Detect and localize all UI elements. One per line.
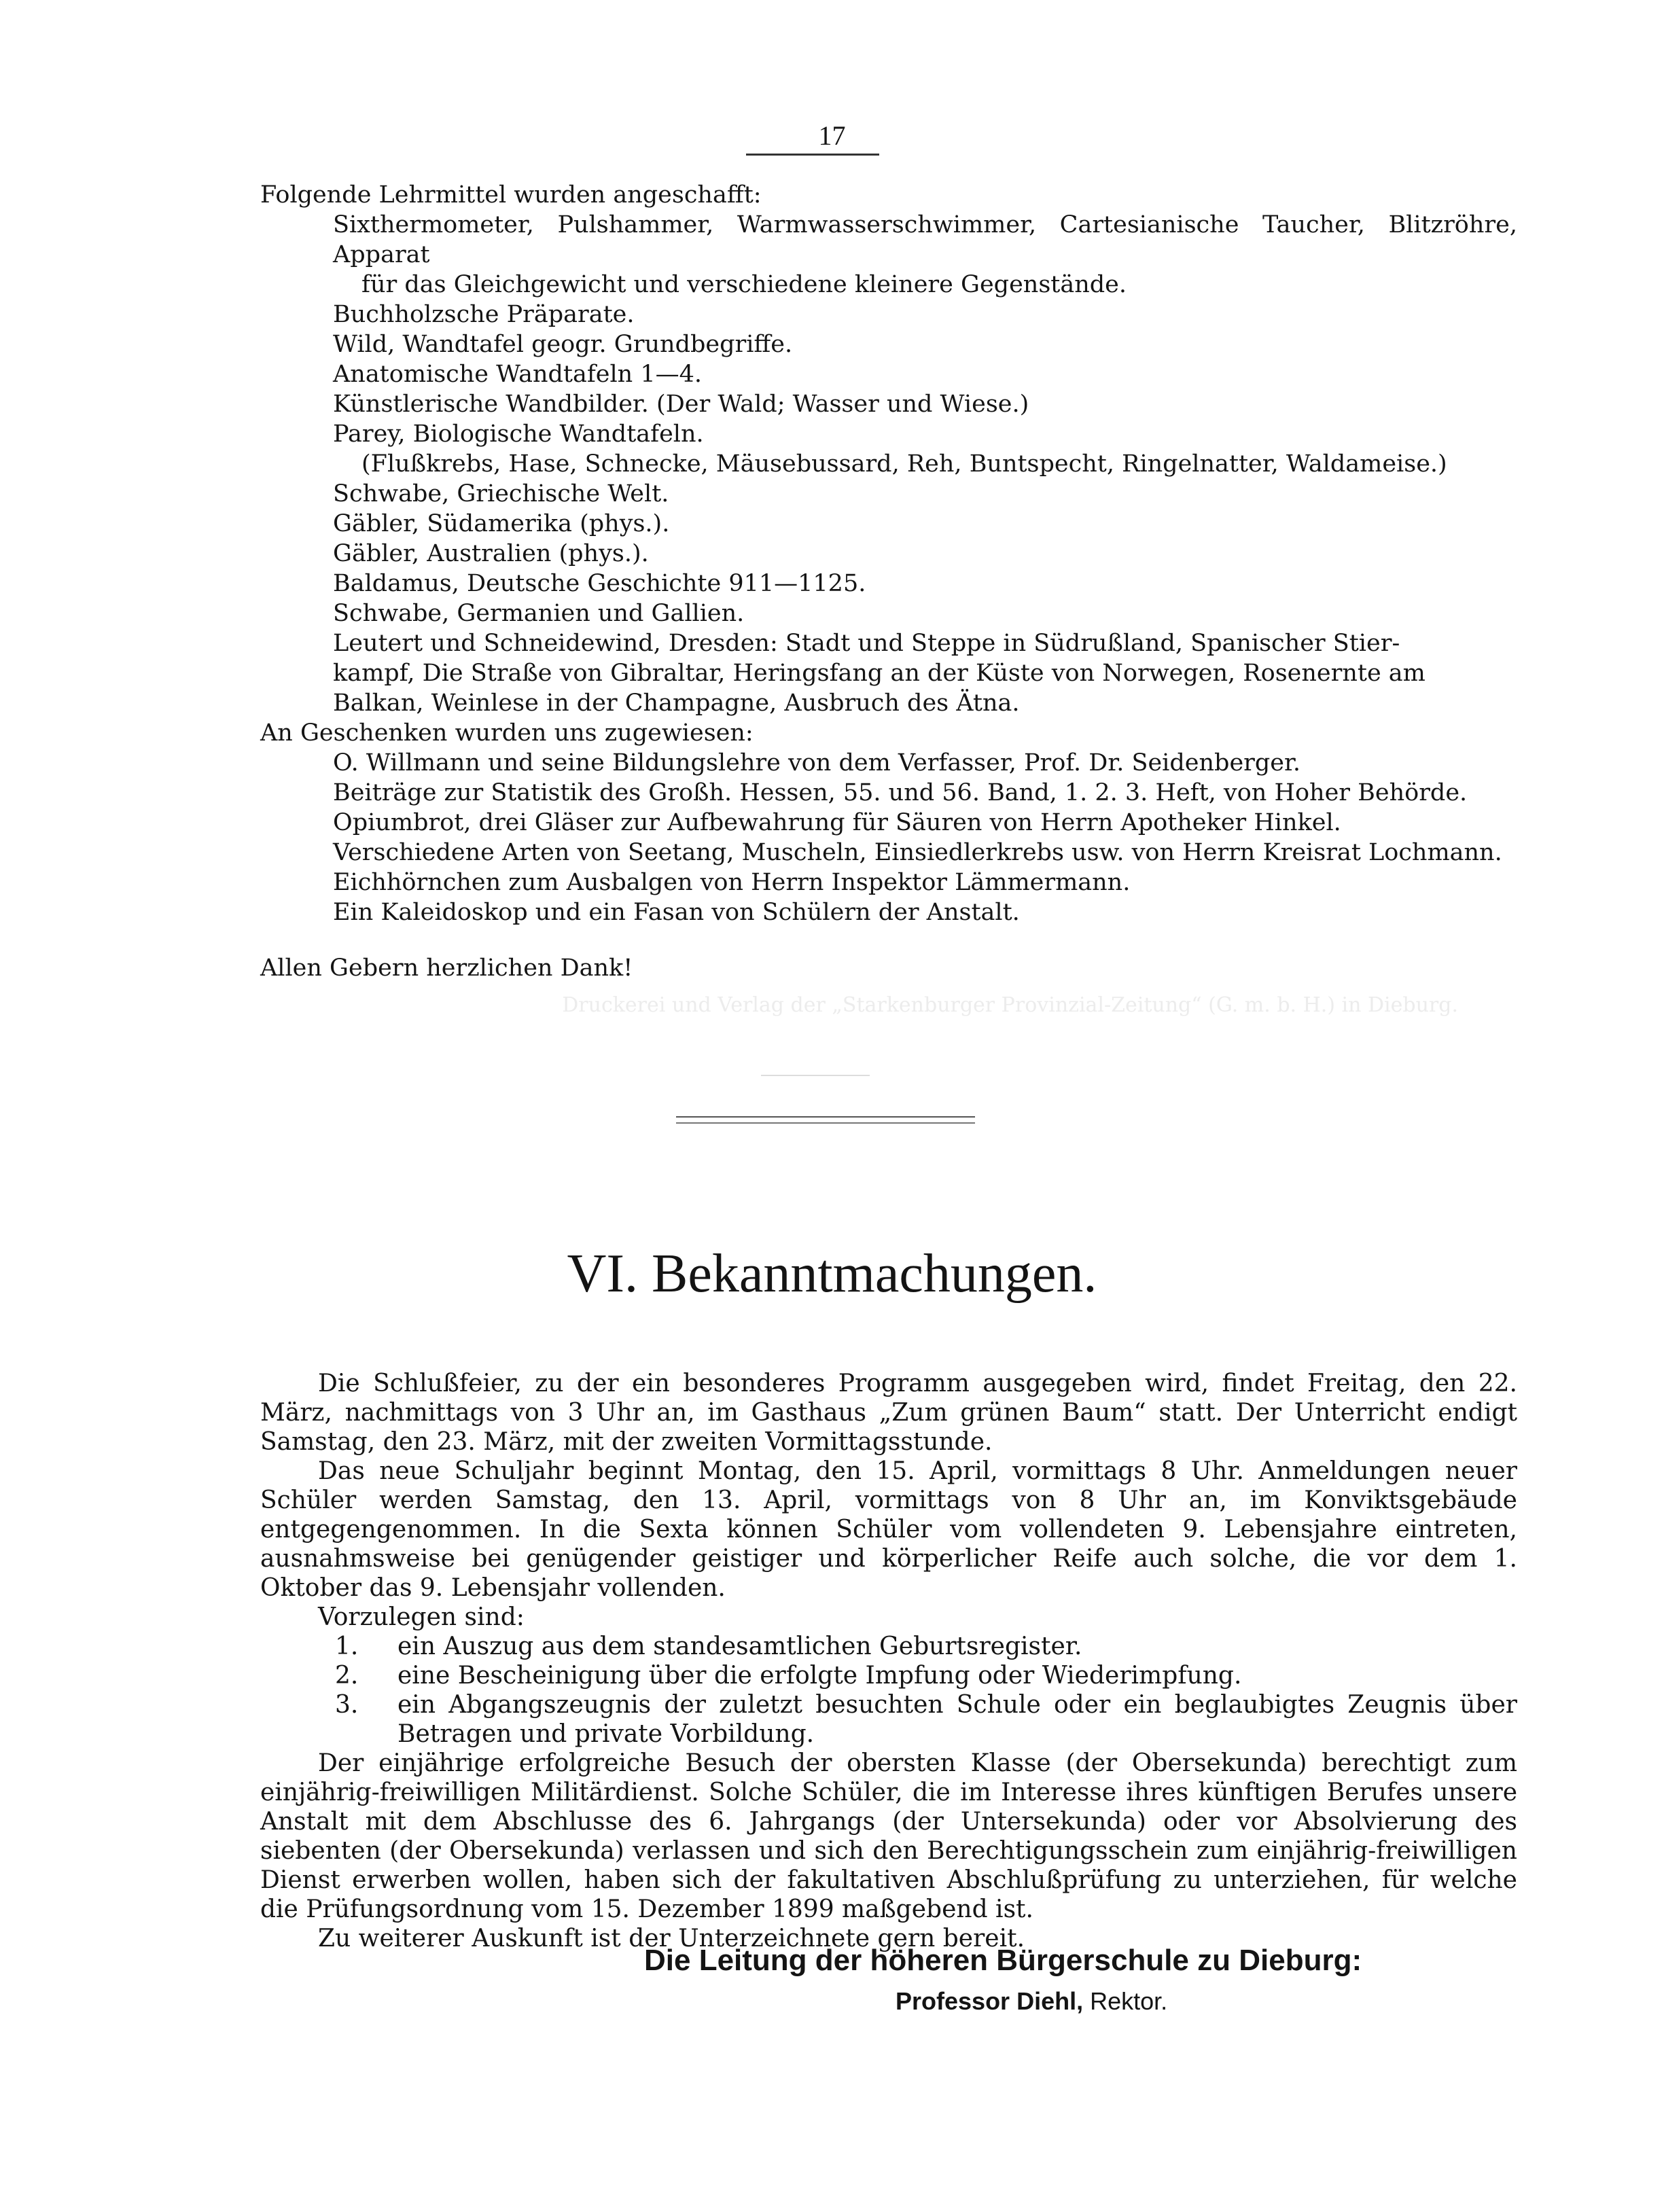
page-number: 17 (818, 120, 846, 151)
requirement-text: ein Auszug aus dem standesamtlichen Geburtsregister. (397, 1633, 1082, 1660)
gift-item: Eichhörnchen zum Ausbalgen von Herrn Inspektor Lämmermann. (333, 869, 1131, 896)
requirement-item (260, 1690, 1517, 1749)
announcement-paragraph: Das neue Schuljahr beginnt Montag, den 15. April, vormittags 8 Uhr. Anmeldungen neuer Schüler werden Samstag, den 13. April, vormittags von 8 Uhr an, im Konviktsgebäude entgegengenommen. In die Sexta können Schüler vom vollendeten 9. Lebensjahre eintreten, ausnahmsweise bei genügender geistiger und körperlicher Reife auch solche, die vor dem 1. Oktober das 9. Lebensjahr vollenden. (260, 1457, 1517, 1602)
ghost-bleed-through: Druckerei und Verlag der „Starkenburger Provinzial-Zeitung“ (G. m. b. H.) in Dieburg. (562, 993, 1458, 1017)
acquisition-item: Sixthermometer, Pulshammer, Warmwasserschwimmer, Cartesianische Taucher, Blitzröhre, Apparat (333, 211, 1517, 268)
acquisitions-intro: Folgende Lehrmittel wurden angeschafft: (260, 181, 762, 209)
requirement-number: 1. (335, 1633, 359, 1660)
ghost-mark (761, 1067, 870, 1076)
section-title: VI. Bekanntmachungen. (567, 1244, 1097, 1304)
section-divider-secondary (676, 1122, 975, 1124)
announcements-block (260, 1369, 1517, 1953)
requirements-list (260, 1632, 1517, 1749)
signature-signer (896, 1987, 1167, 2016)
acquisition-item: Gäbler, Australien (phys.). (333, 540, 649, 567)
signer-title: Rektor. (1090, 1987, 1168, 2015)
acquisition-item: Künstlerische Wandbilder. (Der Wald; Wasser und Wiese.) (333, 391, 1029, 418)
requirement-number: 2. (335, 1662, 359, 1690)
acquisition-item: Schwabe, Griechische Welt. (333, 480, 669, 507)
thanks-line: Allen Gebern herzlichen Dank! (260, 955, 633, 982)
announcement-paragraph: Vorzulegen sind: (318, 1603, 525, 1631)
acquisitions-block (260, 180, 1517, 983)
acquisition-item: Baldamus, Deutsche Geschichte 911—1125. (333, 570, 866, 597)
acquisition-item: Buchholzsche Präparate. (333, 301, 635, 328)
requirement-number: 3. (335, 1691, 359, 1719)
announcement-paragraph: Zu weiterer Auskunft ist der Unterzeichnete gern bereit. (318, 1925, 1025, 1952)
acquisition-item: (Flußkrebs, Hase, Schnecke, Mäusebussard, Reh, Buntspecht, Ringelnatter, Waldameise.) (361, 450, 1447, 478)
requirement-text: ein Abgangszeugnis der zuletzt besuchten Schule oder ein beglaubigtes Zeugnis über Betragen und private Vorbildung. (397, 1691, 1517, 1748)
requirement-item (260, 1661, 1517, 1690)
signer-name: Professor Diehl, (896, 1987, 1084, 2015)
acquisition-item: Anatomische Wandtafeln 1—4. (333, 361, 703, 388)
gift-item: Beiträge zur Statistik des Großh. Hessen, 55. und 56. Band, 1. 2. 3. Heft, von Hoher Behörde. (333, 779, 1468, 806)
acquisition-item: Gäbler, Südamerika (phys.). (333, 510, 670, 537)
acquisition-item: Balkan, Weinlese in der Champagne, Ausbruch des Ätna. (333, 690, 1020, 717)
requirement-text: eine Bescheinigung über die erfolgte Impfung oder Wiederimpfung. (397, 1662, 1242, 1690)
gift-item: Opiumbrot, drei Gläser zur Aufbewahrung für Säuren von Herrn Apotheker Hinkel. (333, 809, 1341, 836)
announcement-paragraph: Die Schlußfeier, zu der ein besonderes Programm ausgegeben wird, findet Freitag, den 22. März, nachmittags von 3 Uhr an, im Gasthaus „Zum grünen Baum“ statt. Der Unterricht endigt Samstag, den 23. März, mit der zweiten Vormittagsstunde. (260, 1370, 1517, 1456)
gift-item: Verschiedene Arten von Seetang, Muscheln, Einsiedlerkrebs usw. von Herrn Kreisrat Lochmann. (333, 839, 1502, 866)
acquisition-item: Wild, Wandtafel geogr. Grundbegriffe. (333, 331, 793, 358)
section-divider (676, 1116, 975, 1118)
acquisition-item: Leutert und Schneidewind, Dresden: Stadt und Steppe in Südrußland, Spanischer Stier- (333, 630, 1400, 657)
page-number-rule (746, 154, 879, 156)
acquisition-item: kampf, Die Straße von Gibraltar, Heringsfang an der Küste von Norwegen, Rosenernte am (333, 660, 1426, 687)
requirement-item (260, 1632, 1517, 1661)
acquisition-item: für das Gleichgewicht und verschiedene kleinere Gegenstände. (361, 271, 1127, 298)
acquisitions-list (260, 210, 1517, 718)
announcement-paragraph: Der einjährige erfolgreiche Besuch der obersten Klasse (der Obersekunda) berechtigt zum einjährig-freiwilligen Militärdienst. Solche Schüler, die im Interesse ihres künftigen Berufes unsere Anstalt mit dem Abschlusse des 6. Jahrgangs (der Untersekunda) oder vor Absolvierung des siebenten (der Obersekunda) verlassen und sich den Berechtigungsschein zum einjährig-freiwilligen Dienst erwerben wollen, haben sich der fakultativen Abschlußprüfung zu unterziehen, für welche die Prüfungsordnung vom 15. Dezember 1899 maßgebend ist. (260, 1749, 1517, 1923)
gift-item: O. Willmann und seine Bildungslehre von dem Verfasser, Prof. Dr. Seidenberger. (333, 749, 1301, 777)
gift-item: Ein Kaleidoskop und ein Fasan von Schülern der Anstalt. (333, 899, 1020, 926)
acquisition-item: Parey, Biologische Wandtafeln. (333, 421, 704, 448)
gifts-list (260, 748, 1517, 927)
acquisition-item: Schwabe, Germanien und Gallien. (333, 600, 745, 627)
signature-institution: Die Leitung der höheren Bürgerschule zu Dieburg: (644, 1944, 1362, 1977)
gifts-intro: An Geschenken wurden uns zugewiesen: (260, 719, 754, 747)
